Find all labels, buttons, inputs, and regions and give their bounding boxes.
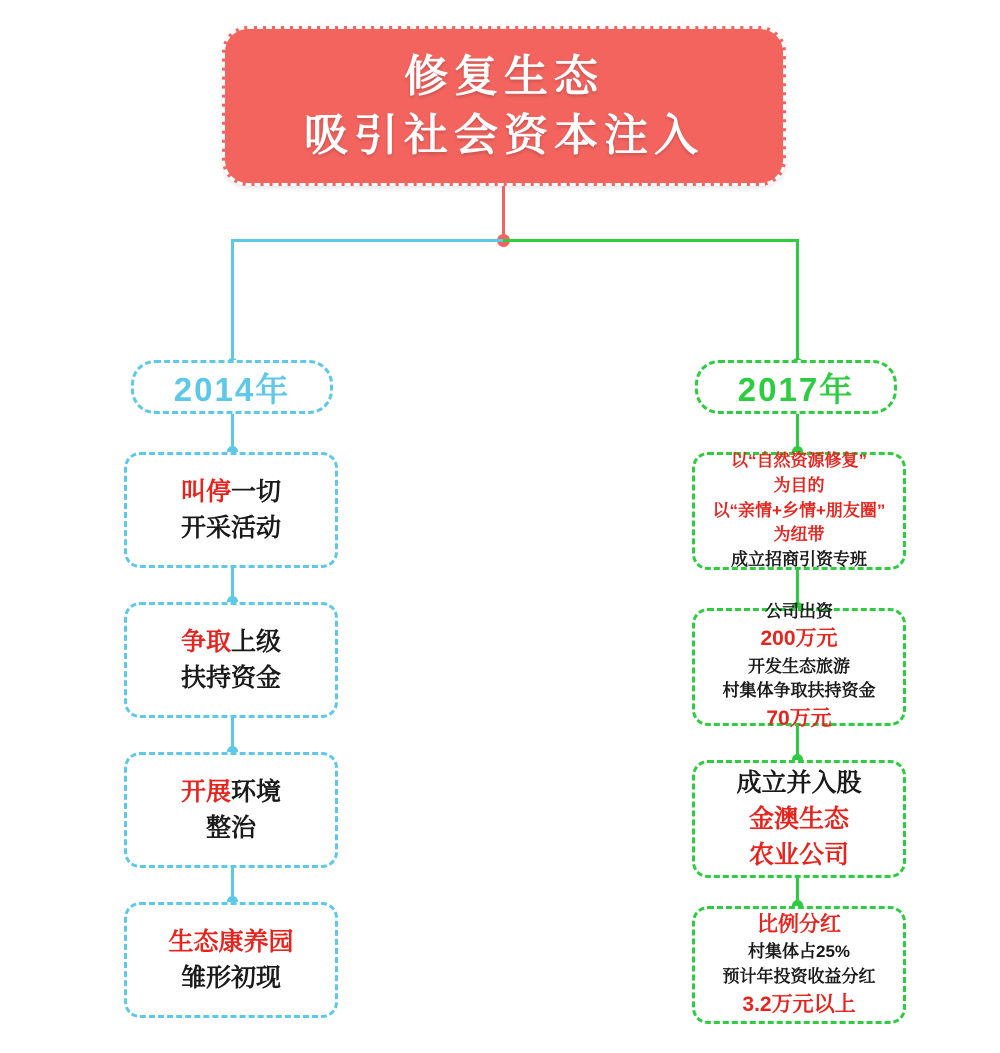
node-2014-2-line-2: 扶持资金 xyxy=(180,664,281,692)
node-2017-2-line-1: 公司出资 xyxy=(765,601,833,621)
year-pill-2014[interactable] xyxy=(131,360,333,414)
node-2017-4[interactable] xyxy=(692,906,906,1024)
diagram-title xyxy=(222,26,786,186)
node-2014-4-line-2: 雏形初现 xyxy=(180,964,281,992)
node-2017-1-line-1: 以“自然资源修复” xyxy=(731,451,867,471)
node-2017-1-line-3: 以“亲情+乡情+朋友圈” xyxy=(712,500,886,520)
node-2017-4-line-4: 3.2万元以上 xyxy=(742,992,856,1016)
connector-horizontal-right xyxy=(503,239,799,242)
node-2017-3-line-2: 金澳生态 xyxy=(748,804,849,833)
title-line-2: 吸引社会资本注入 xyxy=(304,111,704,160)
node-2014-1-line-2: 开采活动 xyxy=(180,514,281,542)
node-2014-2-line-1: 争取上级 xyxy=(180,627,282,656)
year-pill-2017[interactable] xyxy=(695,360,897,414)
connector-horizontal-left xyxy=(231,239,506,242)
node-2017-2-line-4: 村集体争取扶持资金 xyxy=(722,681,876,701)
node-2017-1-line-2: 为目的 xyxy=(773,476,825,496)
node-2017-2-line-2: 200万元 xyxy=(760,627,838,651)
year-label-2017: 2017年 xyxy=(737,370,855,408)
connector-vertical-left xyxy=(231,239,234,364)
node-2017-3-line-3: 农业公司 xyxy=(748,841,849,870)
node-2017-2-line-3: 开发生态旅游 xyxy=(748,656,850,676)
node-2014-3[interactable] xyxy=(124,752,338,868)
node-2014-2[interactable] xyxy=(124,602,338,718)
node-2017-1[interactable] xyxy=(692,452,906,570)
connector-title-stem xyxy=(502,186,505,241)
node-2017-3-line-1: 成立并入股 xyxy=(736,768,862,797)
node-2014-3-line-2: 整治 xyxy=(205,814,256,842)
title-line-1: 修复生态 xyxy=(404,51,604,101)
year-label-2014: 2014年 xyxy=(173,370,291,408)
node-2017-4-line-2: 村集体占25% xyxy=(747,942,851,962)
node-2014-4[interactable] xyxy=(124,902,338,1018)
node-2014-4-line-1: 生态康养园 xyxy=(168,927,294,956)
node-2017-1-line-5: 成立招商引资专班 xyxy=(731,549,867,569)
node-2017-1-line-4: 为纽带 xyxy=(773,525,825,545)
node-2017-3[interactable] xyxy=(692,760,906,878)
node-2014-1[interactable] xyxy=(124,452,338,568)
node-2014-1-line-1: 叫停一切 xyxy=(180,477,282,506)
node-2014-3-line-1: 开展环境 xyxy=(180,777,282,806)
node-2017-4-line-3: 预计年投资收益分红 xyxy=(722,967,876,986)
connector-vertical-right xyxy=(796,239,799,364)
node-2017-2-line-5: 70万元 xyxy=(766,706,832,730)
node-2017-2[interactable] xyxy=(692,601,906,730)
node-2017-4-line-1: 比例分红 xyxy=(757,912,841,936)
